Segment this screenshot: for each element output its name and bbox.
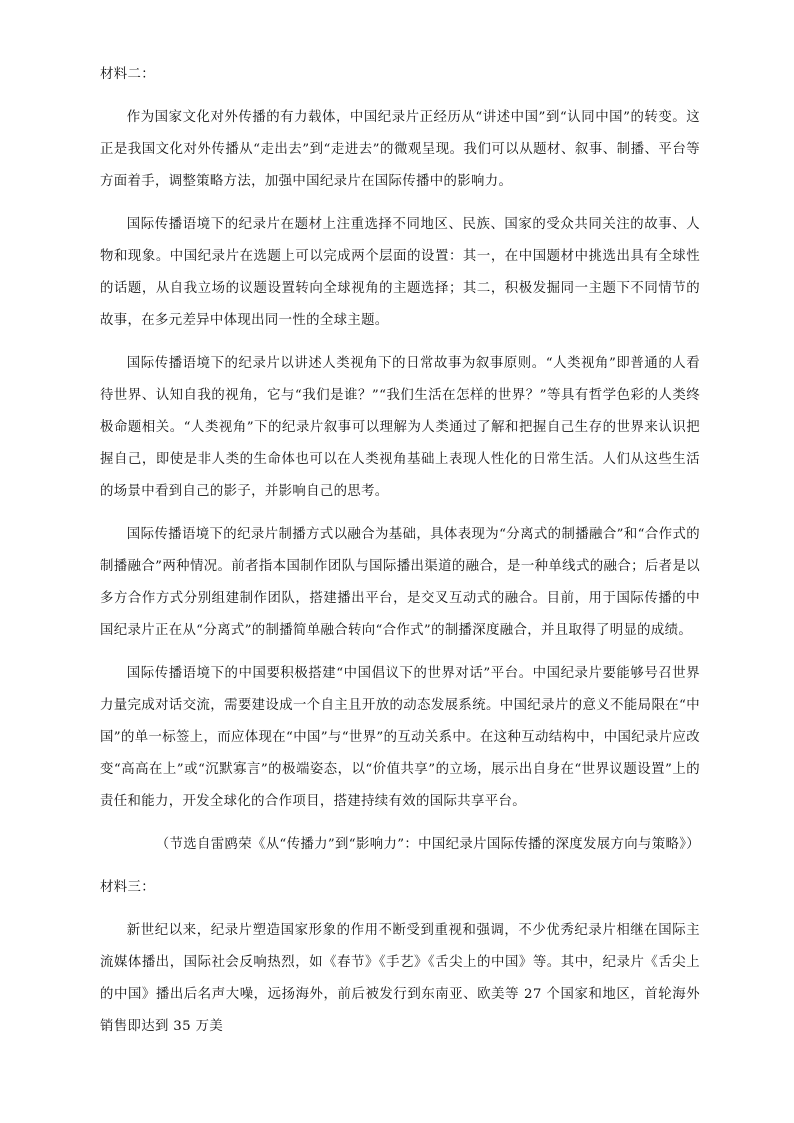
material-2-paragraph-2: 国际传播语境下的纪录片在题材上注重选择不同地区、民族、国家的受众共同关注的故事、人物和现象。中国纪录片在选题上可以完成两个层面的设置：其一，在中国题材中挑选出具有全球性的话题，从自我立场的议题设置转向全球视角的主题选择；其二，积极发掘同一主题下不同情节的故事，在多元差异中体现出同一性的全球主题。 [100,217,700,328]
material-2-paragraph-5: 国际传播语境下的中国要积极搭建“中国倡议下的世界对话”平台。中国纪录片要能够号召世界力量完成对话交流，需要建设成一个自主且开放的动态发展系统。中国纪录片的意义不能局限在“中国”的单一标签上，而应体现在“中国”与“世界”的互动关系中。在这种互动结构中，中国纪录片应改变“高高在上”或“沉默寡言”的极端姿态，以“价值共享”的立场，展示出自身在“世界议题设置”上的责任和能力，开发全球化的合作项目，搭建持续有效的国际共享平台。 [100,666,700,809]
document-body [100,59,700,1043]
material-2-paragraph-1: 作为国家文化对外传播的有力载体，中国纪录片正经历从“讲述中国”到“认同中国”的转变。这正是我国文化对外传播从“走出去”到“走进去”的微观呈现。我们可以从题材、叙事、制播、平台等方面着手，调整策略方法，加强中国纪录片在国际传播中的影响力。 [100,110,700,189]
material-2-heading: 材料二： [100,67,155,82]
material-2-source-citation: （节选自雷鸥荣《从“传播力”到“影响力”：中国纪录片国际传播的深度发展方向与策略》） [155,837,700,852]
material-2-paragraph-4: 国际传播语境下的纪录片制播方式以融合为基础，具体表现为“分离式的制播融合”和“合作式的制播融合”两种情况。前者指本国制作团队与国际播出渠道的融合，是一种单线式的融合；后者是以多方合作方式分别组建制作团队，搭建播出平台，是交叉互动式的融合。目前，用于国际传播的中国纪录片正在从“分离式”的制播简单融合转向“合作式”的制播深度融合，并且取得了明显的成绩。 [100,527,700,638]
material-3-heading: 材料三： [100,880,155,895]
material-3-paragraph-1: 新世纪以来，纪录片塑造国家形象的作用不断受到重视和强调，不少优秀纪录片相继在国际主流媒体播出，国际社会反响热烈，如《春节》《手艺》《舌尖上的中国》等。其中，纪录片《舌尖上的中国》播出后名声大噪，远扬海外，前后被发行到东南亚、欧美等 27 个国家和地区，首轮海外销售即达到 35 万美 [100,923,700,1034]
material-2-paragraph-3: 国际传播语境下的纪录片以讲述人类视角下的日常故事为叙事原则。“人类视角”即普通的人看待世界、认知自我的视角，它与“我们是谁？”“我们生活在怎样的世界？”等具有哲学色彩的人类终极命题相关。“人类视角”下的纪录片叙事可以理解为人类通过了解和把握自己生存的世界来认识把握自己，即使是非人类的生命体也可以在人类视角基础上表现人性化的日常生活。人们从这些生活的场景中看到自己的影子，并影响自己的思考。 [100,356,700,499]
